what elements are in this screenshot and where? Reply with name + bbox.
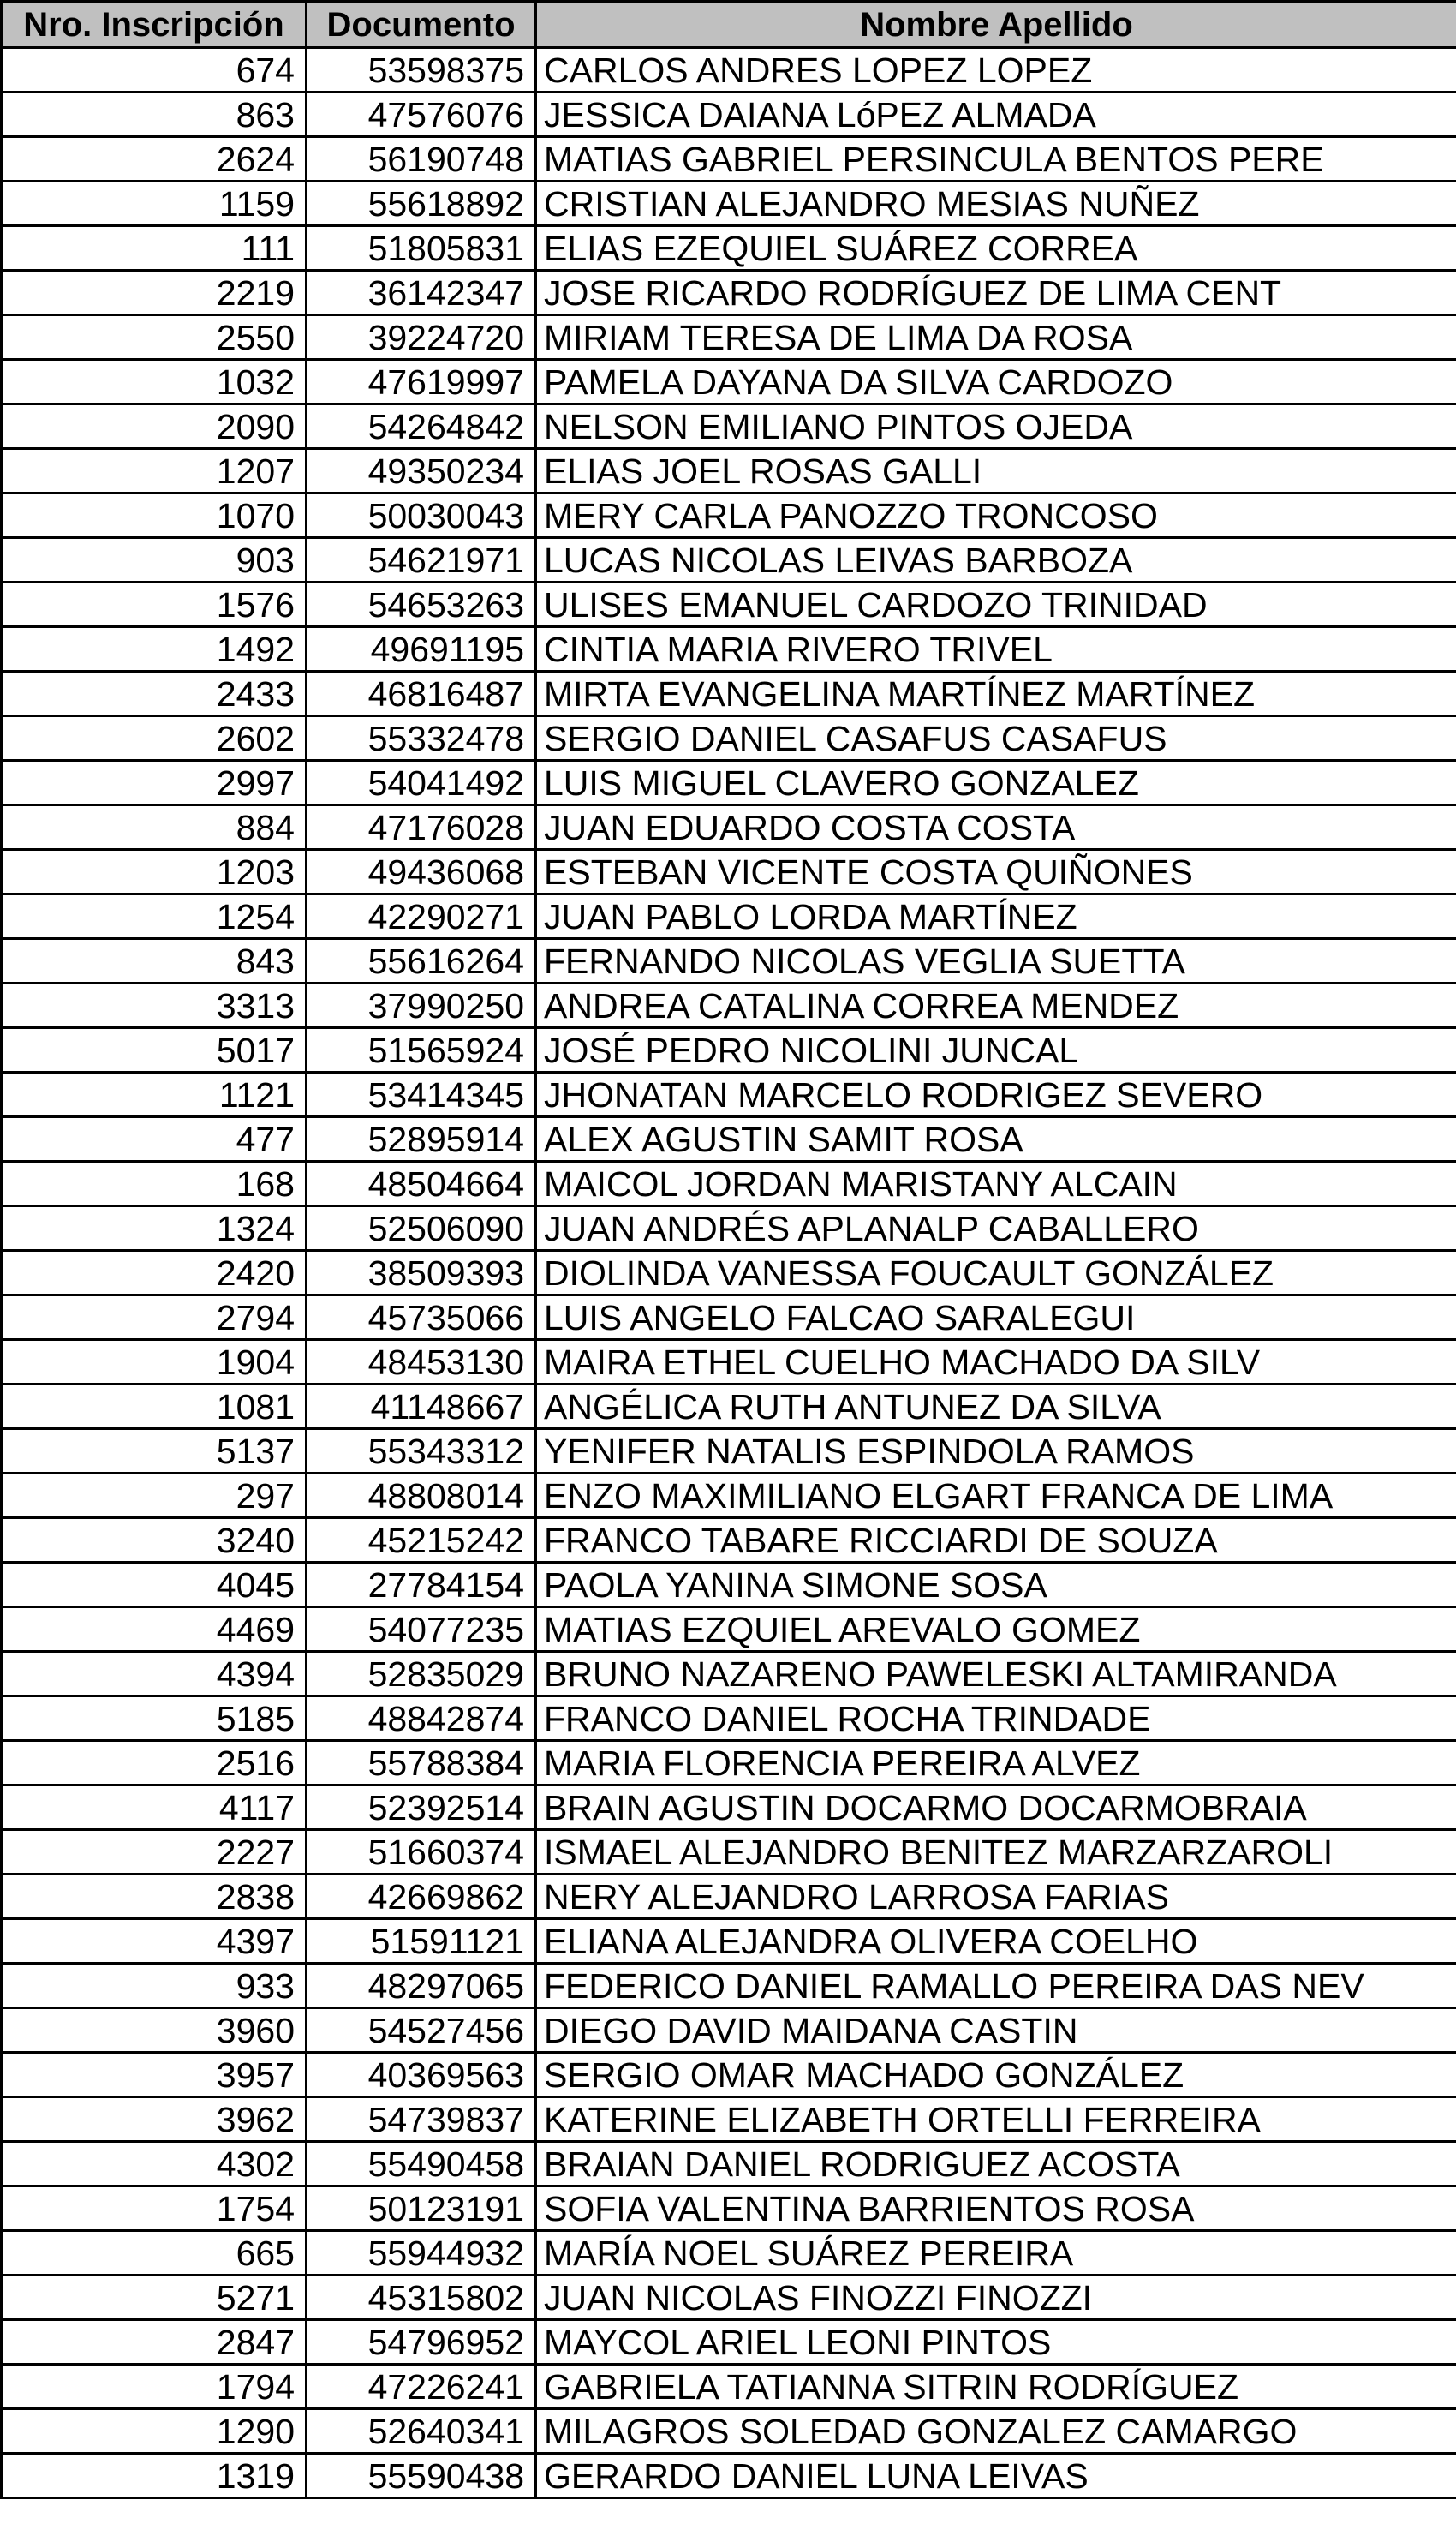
full-name-cell: BRAIN AGUSTIN DOCARMO DOCARMOBRAIA [536, 1785, 1456, 1830]
document-cell: 54077235 [307, 1607, 536, 1652]
table-row [2, 1340, 1456, 1385]
header-row [2, 2, 1456, 48]
document-cell: 52895914 [307, 1117, 536, 1162]
document-cell: 48808014 [307, 1474, 536, 1518]
registration-number-cell: 903 [2, 538, 307, 583]
table-row [2, 1117, 1456, 1162]
registration-number-cell: 5017 [2, 1028, 307, 1073]
table-row [2, 315, 1456, 360]
registration-number-cell: 4302 [2, 2142, 307, 2186]
document-cell: 47576076 [307, 93, 536, 137]
table-row [2, 1206, 1456, 1251]
full-name-cell: JOSE RICARDO RODRÍGUEZ DE LIMA CENT [536, 271, 1456, 315]
full-name-cell: ALEX AGUSTIN SAMIT ROSA [536, 1117, 1456, 1162]
document-cell: 55616264 [307, 939, 536, 984]
document-cell: 51660374 [307, 1830, 536, 1875]
registration-number-cell: 1159 [2, 182, 307, 226]
full-name-cell: MIRTA EVANGELINA MARTÍNEZ MARTÍNEZ [536, 672, 1456, 716]
document-cell: 55618892 [307, 182, 536, 226]
table-row [2, 1919, 1456, 1964]
full-name-cell: CRISTIAN ALEJANDRO MESIAS NUÑEZ [536, 182, 1456, 226]
full-name-cell: CARLOS ANDRES LOPEZ LOPEZ [536, 48, 1456, 93]
table-row [2, 583, 1456, 627]
document-cell: 52392514 [307, 1785, 536, 1830]
table-row [2, 1875, 1456, 1919]
full-name-cell: MATIAS GABRIEL PERSINCULA BENTOS PERE [536, 137, 1456, 182]
document-cell: 52640341 [307, 2409, 536, 2454]
table-row [2, 226, 1456, 271]
table-row [2, 137, 1456, 182]
registration-number-cell: 1324 [2, 1206, 307, 1251]
table-row [2, 493, 1456, 538]
table-row [2, 761, 1456, 805]
document-cell: 48453130 [307, 1340, 536, 1385]
full-name-cell: ESTEBAN VICENTE COSTA QUIÑONES [536, 850, 1456, 894]
table-row [2, 1563, 1456, 1607]
document-cell: 48504664 [307, 1162, 536, 1206]
table-row [2, 1073, 1456, 1117]
document-cell: 47176028 [307, 805, 536, 850]
document-cell: 53414345 [307, 1073, 536, 1117]
table-row [2, 360, 1456, 404]
document-cell: 50030043 [307, 493, 536, 538]
full-name-cell: SERGIO DANIEL CASAFUS CASAFUS [536, 716, 1456, 761]
registration-number-cell: 1070 [2, 493, 307, 538]
table-row [2, 2276, 1456, 2320]
table-row [2, 2231, 1456, 2276]
document-cell: 55944932 [307, 2231, 536, 2276]
registration-number-cell: 3957 [2, 2053, 307, 2097]
registration-number-cell: 1576 [2, 583, 307, 627]
document-cell: 36142347 [307, 271, 536, 315]
table-row [2, 2454, 1456, 2498]
table-row [2, 1295, 1456, 1340]
table-row [2, 271, 1456, 315]
registration-number-cell: 477 [2, 1117, 307, 1162]
document-cell: 55332478 [307, 716, 536, 761]
document-cell: 54041492 [307, 761, 536, 805]
full-name-cell: LUIS MIGUEL CLAVERO GONZALEZ [536, 761, 1456, 805]
document-cell: 38509393 [307, 1251, 536, 1295]
registration-number-cell: 3313 [2, 984, 307, 1028]
full-name-cell: JESSICA DAIANA LóPEZ ALMADA [536, 93, 1456, 137]
document-cell: 55788384 [307, 1741, 536, 1785]
table-row [2, 1474, 1456, 1518]
registration-number-cell: 3960 [2, 2008, 307, 2053]
full-name-cell: MATIAS EZQUIEL AREVALO GOMEZ [536, 1607, 1456, 1652]
full-name-cell: CINTIA MARIA RIVERO TRIVEL [536, 627, 1456, 672]
table-row [2, 1162, 1456, 1206]
table-row [2, 1964, 1456, 2008]
table-row [2, 404, 1456, 449]
header-full-name: Nombre Apellido [536, 2, 1456, 48]
registration-number-cell: 2602 [2, 716, 307, 761]
table-row [2, 672, 1456, 716]
document-cell: 54739837 [307, 2097, 536, 2142]
full-name-cell: ANGÉLICA RUTH ANTUNEZ DA SILVA [536, 1385, 1456, 1429]
registration-number-cell: 1754 [2, 2186, 307, 2231]
document-cell: 40369563 [307, 2053, 536, 2097]
registration-number-cell: 933 [2, 1964, 307, 2008]
table-row [2, 894, 1456, 939]
document-cell: 51565924 [307, 1028, 536, 1073]
full-name-cell: JUAN PABLO LORDA MARTÍNEZ [536, 894, 1456, 939]
table-row [2, 1652, 1456, 1696]
registration-number-cell: 5185 [2, 1696, 307, 1741]
header-document: Documento [307, 2, 536, 48]
registration-number-cell: 2227 [2, 1830, 307, 1875]
full-name-cell: MIRIAM TERESA DE LIMA DA ROSA [536, 315, 1456, 360]
full-name-cell: ELIANA ALEJANDRA OLIVERA COELHO [536, 1919, 1456, 1964]
document-cell: 54796952 [307, 2320, 536, 2365]
document-cell: 41148667 [307, 1385, 536, 1429]
document-cell: 45735066 [307, 1295, 536, 1340]
table-row [2, 1518, 1456, 1563]
document-cell: 54264842 [307, 404, 536, 449]
document-cell: 52835029 [307, 1652, 536, 1696]
full-name-cell: FEDERICO DANIEL RAMALLO PEREIRA DAS NEV [536, 1964, 1456, 2008]
document-cell: 42669862 [307, 1875, 536, 1919]
document-cell: 48842874 [307, 1696, 536, 1741]
full-name-cell: MAIRA ETHEL CUELHO MACHADO DA SILV [536, 1340, 1456, 1385]
registration-number-cell: 1207 [2, 449, 307, 493]
table-row [2, 182, 1456, 226]
document-cell: 39224720 [307, 315, 536, 360]
table-body [2, 48, 1456, 2498]
table-row [2, 1028, 1456, 1073]
full-name-cell: PAMELA DAYANA DA SILVA CARDOZO [536, 360, 1456, 404]
document-cell: 27784154 [307, 1563, 536, 1607]
table-row [2, 2053, 1456, 2097]
document-cell: 42290271 [307, 894, 536, 939]
full-name-cell: JUAN EDUARDO COSTA COSTA [536, 805, 1456, 850]
registration-number-cell: 4117 [2, 1785, 307, 1830]
full-name-cell: MILAGROS SOLEDAD GONZALEZ CAMARGO [536, 2409, 1456, 2454]
table-row [2, 48, 1456, 93]
full-name-cell: FRANCO TABARE RICCIARDI DE SOUZA [536, 1518, 1456, 1563]
table-row [2, 1785, 1456, 1830]
full-name-cell: MAYCOL ARIEL LEONI PINTOS [536, 2320, 1456, 2365]
document-cell: 51591121 [307, 1919, 536, 1964]
document-cell: 54653263 [307, 583, 536, 627]
full-name-cell: JUAN ANDRÉS APLANALP CABALLERO [536, 1206, 1456, 1251]
registration-number-cell: 2550 [2, 315, 307, 360]
table-row [2, 2365, 1456, 2409]
registration-number-cell: 2624 [2, 137, 307, 182]
registration-number-cell: 1794 [2, 2365, 307, 2409]
table-row [2, 1830, 1456, 1875]
table-header [2, 2, 1456, 48]
document-cell: 52506090 [307, 1206, 536, 1251]
document-cell: 47619997 [307, 360, 536, 404]
table-row [2, 2097, 1456, 2142]
full-name-cell: NELSON EMILIANO PINTOS OJEDA [536, 404, 1456, 449]
full-name-cell: DIOLINDA VANESSA FOUCAULT GONZÁLEZ [536, 1251, 1456, 1295]
full-name-cell: ENZO MAXIMILIANO ELGART FRANCA DE LIMA [536, 1474, 1456, 1518]
document-cell: 55343312 [307, 1429, 536, 1474]
full-name-cell: ELIAS EZEQUIEL SUÁREZ CORREA [536, 226, 1456, 271]
registration-number-cell: 111 [2, 226, 307, 271]
full-name-cell: ULISES EMANUEL CARDOZO TRINIDAD [536, 583, 1456, 627]
full-name-cell: MARÍA NOEL SUÁREZ PEREIRA [536, 2231, 1456, 2276]
full-name-cell: LUCAS NICOLAS LEIVAS BARBOZA [536, 538, 1456, 583]
full-name-cell: MAICOL JORDAN MARISTANY ALCAIN [536, 1162, 1456, 1206]
table-row [2, 2142, 1456, 2186]
registration-number-cell: 5137 [2, 1429, 307, 1474]
registration-number-cell: 2219 [2, 271, 307, 315]
registration-number-cell: 674 [2, 48, 307, 93]
document-cell: 37990250 [307, 984, 536, 1028]
full-name-cell: NERY ALEJANDRO LARROSA FARIAS [536, 1875, 1456, 1919]
full-name-cell: GERARDO DANIEL LUNA LEIVAS [536, 2454, 1456, 2498]
table-row [2, 1429, 1456, 1474]
full-name-cell: YENIFER NATALIS ESPINDOLA RAMOS [536, 1429, 1456, 1474]
registration-number-cell: 1121 [2, 1073, 307, 1117]
table-row [2, 1696, 1456, 1741]
table-row [2, 1741, 1456, 1785]
table-row [2, 449, 1456, 493]
registration-number-cell: 1254 [2, 894, 307, 939]
full-name-cell: GABRIELA TATIANNA SITRIN RODRÍGUEZ [536, 2365, 1456, 2409]
full-name-cell: PAOLA YANINA SIMONE SOSA [536, 1563, 1456, 1607]
table-row [2, 716, 1456, 761]
full-name-cell: MERY CARLA PANOZZO TRONCOSO [536, 493, 1456, 538]
full-name-cell: FRANCO DANIEL ROCHA TRINDADE [536, 1696, 1456, 1741]
document-cell: 55590438 [307, 2454, 536, 2498]
registration-number-cell: 2420 [2, 1251, 307, 1295]
full-name-cell: KATERINE ELIZABETH ORTELLI FERREIRA [536, 2097, 1456, 2142]
registration-number-cell: 884 [2, 805, 307, 850]
document-cell: 54621971 [307, 538, 536, 583]
document-cell: 49350234 [307, 449, 536, 493]
registration-number-cell: 3240 [2, 1518, 307, 1563]
table-row [2, 850, 1456, 894]
registration-number-cell: 2090 [2, 404, 307, 449]
document-cell: 53598375 [307, 48, 536, 93]
registration-number-cell: 2847 [2, 2320, 307, 2365]
table-row [2, 984, 1456, 1028]
registration-number-cell: 1203 [2, 850, 307, 894]
registration-number-cell: 2997 [2, 761, 307, 805]
table-row [2, 627, 1456, 672]
registration-number-cell: 297 [2, 1474, 307, 1518]
registration-number-cell: 843 [2, 939, 307, 984]
document-cell: 49691195 [307, 627, 536, 672]
table-row [2, 939, 1456, 984]
table-row [2, 2320, 1456, 2365]
full-name-cell: JOSÉ PEDRO NICOLINI JUNCAL [536, 1028, 1456, 1073]
full-name-cell: JHONATAN MARCELO RODRIGEZ SEVERO [536, 1073, 1456, 1117]
registration-number-cell: 1904 [2, 1340, 307, 1385]
registration-number-cell: 2794 [2, 1295, 307, 1340]
full-name-cell: SOFIA VALENTINA BARRIENTOS ROSA [536, 2186, 1456, 2231]
registration-number-cell: 5271 [2, 2276, 307, 2320]
full-name-cell: ANDREA CATALINA CORREA MENDEZ [536, 984, 1456, 1028]
table-row [2, 93, 1456, 137]
document-cell: 47226241 [307, 2365, 536, 2409]
registration-number-cell: 1319 [2, 2454, 307, 2498]
full-name-cell: JUAN NICOLAS FINOZZI FINOZZI [536, 2276, 1456, 2320]
registration-number-cell: 3962 [2, 2097, 307, 2142]
full-name-cell: ISMAEL ALEJANDRO BENITEZ MARZARZAROLI [536, 1830, 1456, 1875]
table-row [2, 805, 1456, 850]
full-name-cell: LUIS ANGELO FALCAO SARALEGUI [536, 1295, 1456, 1340]
registration-number-cell: 1081 [2, 1385, 307, 1429]
table-row [2, 2186, 1456, 2231]
registration-number-cell: 2433 [2, 672, 307, 716]
table-row [2, 1251, 1456, 1295]
full-name-cell: MARIA FLORENCIA PEREIRA ALVEZ [536, 1741, 1456, 1785]
header-registration-number: Nro. Inscripción [2, 2, 307, 48]
registration-number-cell: 168 [2, 1162, 307, 1206]
full-name-cell: SERGIO OMAR MACHADO GONZÁLEZ [536, 2053, 1456, 2097]
full-name-cell: BRAIAN DANIEL RODRIGUEZ ACOSTA [536, 2142, 1456, 2186]
table-row [2, 538, 1456, 583]
document-cell: 50123191 [307, 2186, 536, 2231]
registration-number-cell: 4469 [2, 1607, 307, 1652]
registration-number-cell: 4397 [2, 1919, 307, 1964]
registration-number-cell: 2516 [2, 1741, 307, 1785]
document-cell: 51805831 [307, 226, 536, 271]
document-cell: 49436068 [307, 850, 536, 894]
table-row [2, 2008, 1456, 2053]
registration-number-cell: 665 [2, 2231, 307, 2276]
registration-number-cell: 4045 [2, 1563, 307, 1607]
document-cell: 55490458 [307, 2142, 536, 2186]
document-cell: 46816487 [307, 672, 536, 716]
registration-number-cell: 1492 [2, 627, 307, 672]
full-name-cell: FERNANDO NICOLAS VEGLIA SUETTA [536, 939, 1456, 984]
document-cell: 48297065 [307, 1964, 536, 2008]
full-name-cell: BRUNO NAZARENO PAWELESKI ALTAMIRANDA [536, 1652, 1456, 1696]
document-cell: 56190748 [307, 137, 536, 182]
table-row [2, 2409, 1456, 2454]
full-name-cell: ELIAS JOEL ROSAS GALLI [536, 449, 1456, 493]
document-cell: 54527456 [307, 2008, 536, 2053]
registration-number-cell: 1290 [2, 2409, 307, 2454]
registration-number-cell: 863 [2, 93, 307, 137]
document-cell: 45215242 [307, 1518, 536, 1563]
registration-number-cell: 4394 [2, 1652, 307, 1696]
document-cell: 45315802 [307, 2276, 536, 2320]
table-row [2, 1385, 1456, 1429]
table-row [2, 1607, 1456, 1652]
full-name-cell: DIEGO DAVID MAIDANA CASTIN [536, 2008, 1456, 2053]
registration-number-cell: 2838 [2, 1875, 307, 1919]
registration-number-cell: 1032 [2, 360, 307, 404]
